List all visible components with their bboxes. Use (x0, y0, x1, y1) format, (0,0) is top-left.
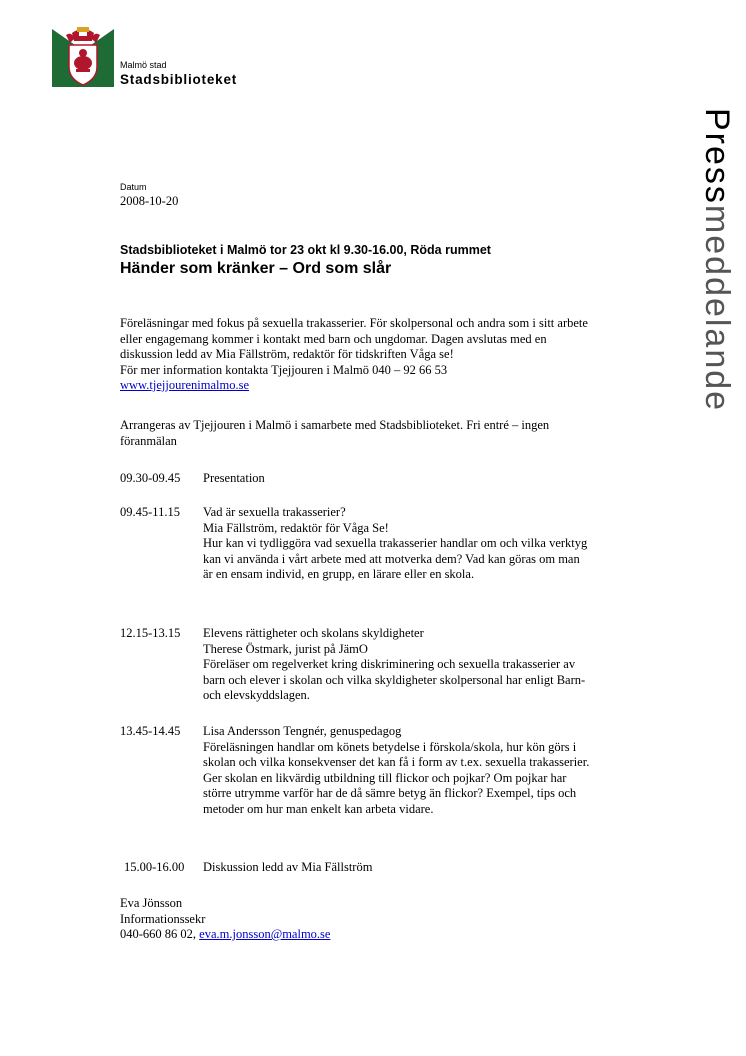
program-title: Elevens rättigheter och skolans skyldigheter (203, 626, 424, 640)
program-time: 12.15-13.15 (120, 626, 181, 640)
malmo-coat-of-arms-icon (52, 23, 114, 87)
program-time: 09.45-11.15 (120, 505, 180, 519)
program-title: Presentation (203, 471, 265, 485)
program-time: 15.00-16.00 (124, 860, 185, 874)
program-title: Vad är sexuella trakasserier? (203, 505, 346, 519)
intro-text: Föreläsningar med fokus på sexuella trakasserier. För skolpersonal och andra som i sitt arbete eller engagemang kommer i kontakt med barn och ungdomar. Dagen avslutas med en diskussion ledd av Mia Fällström, redaktör för tidskriften Våga se! (120, 316, 588, 361)
website-link[interactable]: www.tjejjourenimalmo.se (120, 378, 250, 392)
program-description: Föreläser om regelverket kring diskriminering och sexuella trakasserier av barn och elever i skolan och vilka skyldigheter skolpersonal har enligt Barn- och elevskyddslagen. (203, 657, 586, 702)
program-description: Hur kan vi tydliggöra vad sexuella trakasserier handlar om och vilka verktyg kan vi använda i vårt arbete med att motverka dem? Vad kan göras om man är en ensam individ, en grupp, en lärare eller en skola. (203, 536, 588, 581)
program-title: Lisa Andersson Tengnér, genuspedagog (203, 724, 402, 738)
program-item (120, 860, 590, 876)
program-speaker: Therese Östmark, jurist på JämO (203, 641, 368, 656)
program-item (120, 724, 590, 817)
date-value: 2008-10-20 (120, 194, 179, 208)
intro-section (120, 316, 590, 394)
signature (120, 896, 330, 943)
program-description: Föreläsningen handlar om könets betydelse i förskola/skola, hur kön görs i skolan och vilka konsekvenser det kan få i form av t.ex. sexuella trakasserier. Ger skolan en likvärdig utbildning till flickor och pojkar? Om pojkar har större utrymme varför har de då sämre betyg än flickor? Exempel, tips och metoder om hur man enkelt kan arbeta vidare. (203, 739, 590, 816)
event-title: Händer som kränker – Ord som slår (120, 260, 392, 277)
program-time: 13.45-14.45 (120, 724, 181, 738)
event-subtitle: Stadsbiblioteket i Malmö tor 23 okt kl 9.30-16.00, Röda rummet (120, 243, 491, 257)
email-link[interactable]: eva.m.jonsson@malmo.se (199, 927, 331, 941)
org-name: Stadsbiblioteket (120, 72, 238, 87)
vertical-title-first: Press (698, 108, 736, 205)
program-item (120, 626, 590, 704)
program-title: Diskussion ledd av Mia Fällström (203, 860, 373, 874)
intro-contact: För mer information kontakta Tjejjouren i Malmö 040 – 92 66 53 (120, 362, 448, 377)
vertical-title-second: meddelande (698, 204, 736, 413)
signature-phone: 040-660 86 02, (120, 927, 197, 941)
program-speaker: Mia Fällström, redaktör för Våga Se! (203, 520, 389, 535)
program-time: 09.30-09.45 (120, 471, 181, 485)
date-label: Datum (120, 182, 147, 192)
signature-name: Eva Jönsson (120, 896, 183, 910)
program-item (120, 471, 590, 487)
program-item (120, 505, 590, 583)
signature-role: Informationssekr (120, 911, 206, 926)
org-name-small: Malmö stad (120, 60, 167, 70)
arranged-text: Arrangeras av Tjejjouren i Malmö i samarbete med Stadsbiblioteket. Fri entré – ingen föranmälan (120, 418, 550, 448)
vertical-title (700, 108, 734, 412)
